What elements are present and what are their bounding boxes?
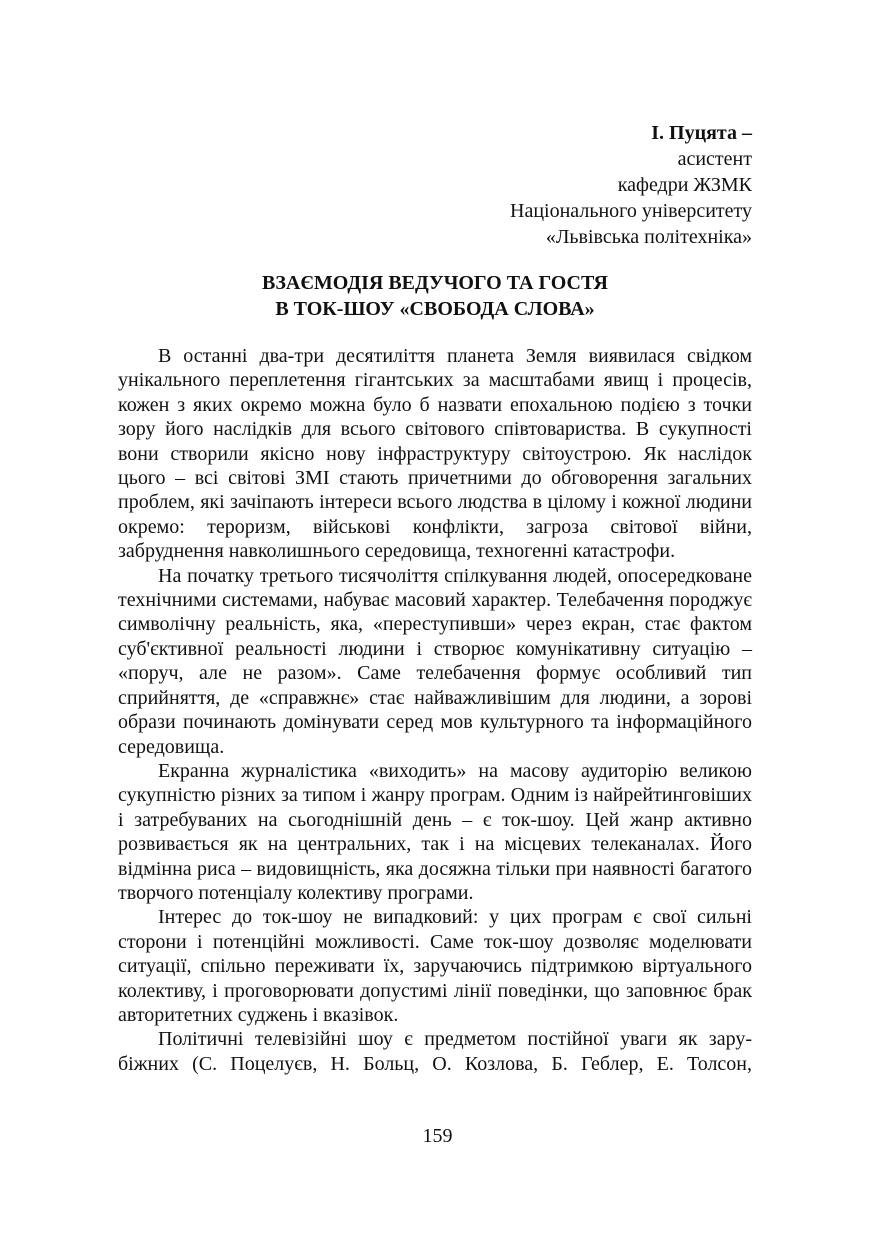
paragraph-3: Екранна журналістика «виходить» на масову аудиторію великою сукупністю різних за типом і жанру програм. Одним із найрейтинговіших і затребуваних на сьогоднішній день – є ток-шоу. Цей жанр активно розвивається як на центральних, так і на місцевих телеканалах. Його відмінна риса – видовищність, яка досяжна тільки при наявності багатого творчого потенціалу колективу програми. (118, 759, 752, 904)
paragraph-2: На початку третього тисячоліття спілкування людей, опосередковане технічними системами, набуває масовий характер. Телебачення породжує символічну реальність, яка, «переступивши» через екран, стає фактом суб'єктивної реальності людини і створює комунікативну ситуацію – «поруч, але не разом». Саме телебачення формує особливий тип сприйняття, де «справжнє» стає найважливішим для людини, а зорові образи починають домінувати серед мов культурного та інформаційного середовища. (118, 564, 752, 758)
article-title-line-2: В ТОК-ШОУ «СВОБОДА СЛОВА» (275, 298, 595, 320)
author-position: асистент (677, 148, 752, 170)
paragraph-5: Політичні телевізійні шоу є предметом постійної уваги як зарубіжних (С. Поцелуєв, Н. Больц, О. Козлова, Б. Геблер, Е. Толсон, (118, 1028, 752, 1075)
author-university: Національного університету (510, 200, 752, 222)
article-title (118, 270, 752, 322)
paragraph-4: Інтерес до ток-шоу не випадковий: у цих програм є свої сильні сторони і потенційні можливості. Саме ток-шоу дозволяє моделювати ситуації, спільно переживати їх, заручаючись підтримкою віртуального колективу, і проговорювати допустимі лінії поведінки, що заповнює брак авторитетних суджень і вказівок. (118, 906, 752, 1026)
author-block (510, 120, 752, 250)
paragraph-1: В останні два-три десятиліття планета Земля виявилася свідком унікального переплетення гігантських за масштабами явищ і процесів, кожен з яких окремо можна було б назвати епохальною подією з точки зору його наслідків для всього світового співтовариства. В сукупності вони створили якісно нову інфраструктуру світоустрою. Як наслідок цього – всі світові ЗМІ стають причетними до обговорення загальних проблем, які зачіпають інтереси всього людства в цілому і кожної людини окремо: тероризм, військові конфлікти, загроза світової війни, забруднення навколишнього середовища, техногенні катастрофи. (118, 345, 752, 563)
author-name: І. Пуцята – (651, 122, 752, 144)
page-number: 159 (422, 1125, 453, 1147)
article-body (118, 344, 752, 1076)
author-department: кафедри ЖЗМК (617, 174, 752, 196)
author-university-name: «Львівська політехніка» (545, 226, 752, 248)
article-title-line-1: ВЗАЄМОДІЯ ВЕДУЧОГО ТА ГОСТЯ (262, 272, 608, 294)
